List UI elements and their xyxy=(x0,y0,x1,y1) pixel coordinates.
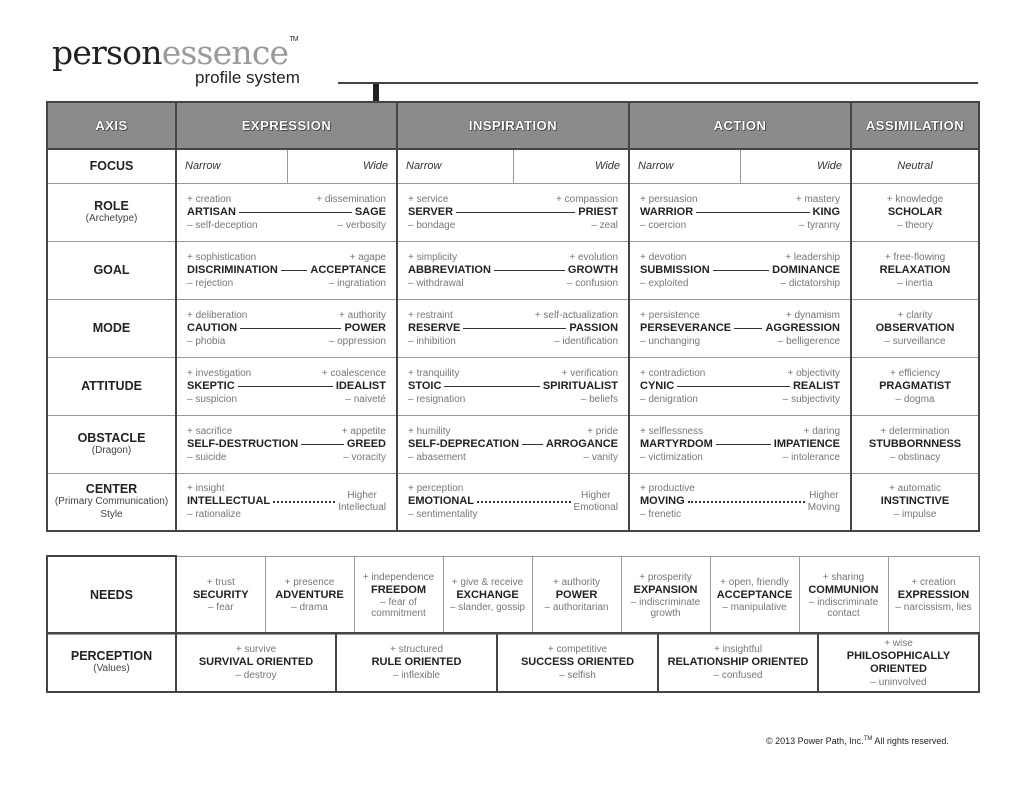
trait: MOVING xyxy=(640,495,685,508)
connector-line xyxy=(239,212,352,213)
axis-cell-expression xyxy=(176,299,397,357)
neg-left: – exploited xyxy=(640,277,689,289)
trait-left: ABBREVIATION xyxy=(408,263,491,276)
row-label-main: CENTER xyxy=(85,482,138,497)
perception-positive: + survive xyxy=(235,644,277,655)
trait: INSTINCTIVE xyxy=(880,495,950,508)
trait-right: PASSION xyxy=(569,321,619,334)
connector-line xyxy=(494,270,565,271)
header-inspiration: INSPIRATION xyxy=(397,102,629,149)
pos-left: + selflessness xyxy=(640,425,704,437)
higher-text: Higher xyxy=(581,489,611,501)
perception-cell xyxy=(818,633,979,692)
trait-left: DISCRIMINATION xyxy=(187,263,278,276)
perception-negative: – inflexible xyxy=(392,670,441,681)
neg-trait: – impulse xyxy=(893,509,937,521)
neg-left: – bondage xyxy=(408,219,456,231)
row-label xyxy=(47,357,176,415)
header-row xyxy=(47,102,979,149)
need-negative: – manipulative xyxy=(722,602,787,613)
perception-row xyxy=(47,633,979,692)
perception-name: RULE ORIENTED xyxy=(371,656,462,668)
pos-right: + authority xyxy=(339,309,386,321)
focus-exp-wide: Wide xyxy=(287,149,397,183)
connector-line xyxy=(734,328,762,329)
neg-right: – intolerance xyxy=(782,451,841,463)
header-expression: EXPRESSION xyxy=(176,102,397,149)
axis-cell-inspiration xyxy=(397,415,629,473)
axis-cell-assimilation xyxy=(851,299,979,357)
header-rule xyxy=(338,82,978,84)
row-label-sub: (Primary Communication) xyxy=(54,496,169,508)
pos-left: + persistence xyxy=(640,309,700,321)
trait-left: CAUTION xyxy=(187,321,238,334)
perception-cell xyxy=(176,633,336,692)
pos-left: + simplicity xyxy=(408,251,458,263)
need-negative: – narcissism, lies xyxy=(895,602,972,613)
focus-label xyxy=(47,149,176,183)
axis-cell-assimilation xyxy=(851,415,979,473)
neg-right: – beliefs xyxy=(580,393,619,405)
higher-center-label xyxy=(574,490,618,514)
trait-left: SELF-DEPRECATION xyxy=(408,437,520,450)
need-name: SECURITY xyxy=(192,589,249,601)
brand-name-dark: person xyxy=(52,33,162,72)
pos-left: + persuasion xyxy=(640,193,698,205)
pos-left: + deliberation xyxy=(187,309,248,321)
higher-center-text: Moving xyxy=(807,501,841,513)
need-positive: + prosperity xyxy=(639,571,692,583)
perception-positive: + structured xyxy=(389,644,444,655)
neg-left: – denigration xyxy=(640,393,698,405)
axis-cell-action xyxy=(629,241,851,299)
trait-left: CYNIC xyxy=(640,379,675,392)
trait-left: MARTYRDOM xyxy=(640,437,713,450)
pos-trait: + insight xyxy=(187,483,225,495)
perception-label-sub: (Values) xyxy=(93,663,130,675)
pos-trait: + free-flowing xyxy=(884,251,946,263)
trait-left: SUBMISSION xyxy=(640,263,710,276)
pos-right: + appetite xyxy=(341,425,386,437)
neg-trait: – surveillance xyxy=(884,335,946,347)
trait-right: IMPATIENCE xyxy=(773,437,841,450)
trait-left: PERSEVERANCE xyxy=(640,321,732,334)
pos-right: + dissemination xyxy=(316,193,386,205)
neg-right: – ingratiation xyxy=(328,277,386,289)
center-cell-assimilation xyxy=(851,473,979,531)
trait: EMOTIONAL xyxy=(408,495,474,508)
axis-cell-action xyxy=(629,183,851,241)
higher-center-label xyxy=(338,490,386,514)
trait-left: WARRIOR xyxy=(640,205,694,218)
need-cell xyxy=(176,556,265,634)
focus-label-text: FOCUS xyxy=(89,159,134,174)
brand-logo xyxy=(52,33,352,90)
need-name: EXPRESSION xyxy=(897,589,970,601)
need-name: ACCEPTANCE xyxy=(716,589,793,601)
trait: OBSERVATION xyxy=(875,321,955,334)
pos-right: + objectivity xyxy=(787,367,841,379)
row-label xyxy=(47,183,176,241)
perception-name: PHILOSOPHICALLY ORIENTED xyxy=(846,649,951,675)
pos-right: + compassion xyxy=(556,193,619,205)
neg-trait: – rationalize xyxy=(187,509,241,521)
perception-negative: – destroy xyxy=(235,670,277,681)
pos-left: + sacrifice xyxy=(187,425,233,437)
rights-text: All rights reserved. xyxy=(872,736,949,746)
axis-cell-assimilation xyxy=(851,183,979,241)
brand-subtitle: profile system xyxy=(195,68,300,87)
neg-left: – self-deception xyxy=(187,219,258,231)
pos-right: + evolution xyxy=(569,251,619,263)
row-label-sub: Style xyxy=(100,508,123,520)
pos-trait: + perception xyxy=(408,483,464,495)
focus-exp-narrow: Narrow xyxy=(176,149,287,183)
center-cell-expression xyxy=(176,473,397,531)
row-label-main: ROLE xyxy=(94,198,129,213)
perception-positive: + competitive xyxy=(547,644,608,655)
pos-right: + daring xyxy=(803,425,841,437)
perception-name: SUCCESS ORIENTED xyxy=(520,656,635,668)
perception-negative: – confused xyxy=(713,670,763,681)
need-positive: + creation xyxy=(911,577,956,588)
mode-row xyxy=(47,299,979,357)
perception-name: SURVIVAL ORIENTED xyxy=(198,656,314,668)
perception-name: RELATIONSHIP ORIENTED xyxy=(667,656,809,668)
row-label-main: ATTITUDE xyxy=(81,379,142,393)
connector-line xyxy=(716,444,771,445)
axis-cell-inspiration xyxy=(397,241,629,299)
neg-right: – voracity xyxy=(343,451,386,463)
needs-label xyxy=(47,556,176,634)
pos-left: + sophistication xyxy=(187,251,257,263)
axis-cell-assimilation xyxy=(851,241,979,299)
trait-right: SPIRITUALIST xyxy=(542,379,619,392)
higher-center-text: Intellectual xyxy=(338,501,386,513)
neg-left: – coercion xyxy=(640,219,687,231)
connector-line xyxy=(444,386,539,387)
neg-right: – vanity xyxy=(583,451,619,463)
connector-line xyxy=(281,270,308,271)
neg-trait: – inertia xyxy=(897,277,933,289)
need-name: ADVENTURE xyxy=(275,589,344,601)
perception-table xyxy=(46,632,980,693)
neg-right: – subjectivity xyxy=(782,393,841,405)
trait-right: REALIST xyxy=(792,379,841,392)
perception-label xyxy=(47,633,176,692)
pos-right: + coalescence xyxy=(321,367,386,379)
pos-trait: + efficiency xyxy=(889,367,941,379)
neg-left: – inhibition xyxy=(408,335,456,347)
connector-line xyxy=(238,386,333,387)
neg-left: – suspicion xyxy=(187,393,238,405)
focus-ins-narrow: Narrow xyxy=(397,149,513,183)
neg-right: – belligerence xyxy=(777,335,841,347)
perception-negative: – uninvolved xyxy=(870,676,927,688)
neg-right: – tyranny xyxy=(798,219,841,231)
dotted-connector xyxy=(688,501,805,503)
pos-left: + service xyxy=(408,193,449,205)
neg-right: – naiveté xyxy=(345,393,386,405)
axis-cell-expression xyxy=(176,183,397,241)
connector-line xyxy=(696,212,809,213)
trait-right: GROWTH xyxy=(567,263,619,276)
neg-trait: – obstinacy xyxy=(889,451,941,463)
row-label-sub: (Dragon) xyxy=(91,444,132,456)
trait: INTELLECTUAL xyxy=(187,495,271,508)
trait-right: GREED xyxy=(346,437,386,450)
trait: STUBBORNNESS xyxy=(868,437,962,450)
need-negative: – indiscriminate growth xyxy=(630,596,701,619)
header-action: ACTION xyxy=(629,102,851,149)
pos-left: + tranquility xyxy=(408,367,460,379)
trait: PRAGMATIST xyxy=(879,379,951,392)
need-cell xyxy=(443,556,532,634)
trait-right: DOMINANCE xyxy=(772,263,841,276)
higher-text: Higher xyxy=(809,489,839,501)
perception-cell xyxy=(497,633,658,692)
dotted-connector xyxy=(477,501,571,503)
trait-right: IDEALIST xyxy=(335,379,386,392)
need-negative: – authoritarian xyxy=(544,602,609,613)
perception-positive: + insightful xyxy=(713,644,763,655)
perception-cell xyxy=(336,633,497,692)
needs-row xyxy=(47,556,979,634)
pos-right: + verification xyxy=(561,367,619,379)
axis-cell-assimilation xyxy=(851,357,979,415)
need-positive: + independence xyxy=(362,571,435,583)
obstacle-row xyxy=(47,415,979,473)
need-name: POWER xyxy=(555,589,598,601)
need-cell xyxy=(354,556,443,634)
row-label-main: GOAL xyxy=(93,263,130,277)
trait-left: RESERVE xyxy=(408,321,461,334)
row-label xyxy=(47,415,176,473)
header-assimilation: ASSIMILATION xyxy=(851,102,979,149)
need-negative: – drama xyxy=(291,602,328,613)
need-name: EXCHANGE xyxy=(456,589,519,601)
pos-right: + dynamism xyxy=(785,309,841,321)
brand-name-light: essence xyxy=(161,33,289,72)
pos-left: + devotion xyxy=(640,251,687,263)
pos-right: + mastery xyxy=(795,193,841,205)
axis-cell-action xyxy=(629,357,851,415)
need-negative: – fear of commitment xyxy=(371,596,426,619)
pos-trait: + clarity xyxy=(897,309,933,321)
neg-right: – zeal xyxy=(591,219,619,231)
trait-right: ACCEPTANCE xyxy=(310,263,386,276)
neg-left: – phobia xyxy=(187,335,226,347)
pos-trait: + knowledge xyxy=(886,193,944,205)
connector-line xyxy=(677,386,790,387)
center-cell-action xyxy=(629,473,851,531)
pos-right: + leadership xyxy=(785,251,841,263)
need-name: EXPANSION xyxy=(633,583,698,596)
trait-right: PRIEST xyxy=(578,205,619,218)
row-label xyxy=(47,473,176,531)
focus-act-narrow: Narrow xyxy=(629,149,740,183)
need-positive: + sharing xyxy=(822,571,865,583)
focus-ins-wide: Wide xyxy=(513,149,629,183)
neg-left: – rejection xyxy=(187,277,234,289)
connector-line xyxy=(713,270,769,271)
neg-right: – identification xyxy=(554,335,619,347)
trait: SCHOLAR xyxy=(887,205,943,218)
needs-label-text: NEEDS xyxy=(89,588,134,603)
neg-trait: – frenetic xyxy=(640,509,682,521)
connector-line xyxy=(301,444,344,445)
profile-table xyxy=(46,101,980,532)
need-name: FREEDOM xyxy=(371,583,426,596)
goal-row xyxy=(47,241,979,299)
trademark-mark: TM xyxy=(863,736,873,742)
trait-right: ARROGANCE xyxy=(545,437,619,450)
needs-table xyxy=(46,555,980,635)
trait-left: SERVER xyxy=(408,205,454,218)
trait-left: SKEPTIC xyxy=(187,379,235,392)
connector-line xyxy=(456,212,575,213)
focus-asm-neutral: Neutral xyxy=(851,149,979,183)
perception-cell xyxy=(658,633,818,692)
axis-cell-inspiration xyxy=(397,357,629,415)
need-negative: – slander, gossip xyxy=(449,602,526,613)
need-negative: – fear xyxy=(207,602,234,613)
neg-right: – oppression xyxy=(328,335,386,347)
axis-cell-expression xyxy=(176,241,397,299)
neg-right: – verbosity xyxy=(337,219,386,231)
header-axis: AXIS xyxy=(47,102,176,149)
neg-trait: – sentimentality xyxy=(408,509,478,521)
brand-trademark: TM xyxy=(289,36,298,43)
higher-center-text: Emotional xyxy=(573,501,619,513)
pos-left: + investigation xyxy=(187,367,252,379)
perception-label-main: PERCEPTION xyxy=(70,649,153,664)
pos-right: + pride xyxy=(587,425,619,437)
connector-line xyxy=(240,328,341,329)
need-cell xyxy=(799,556,888,634)
need-cell xyxy=(621,556,710,634)
pos-trait: + determination xyxy=(880,425,950,437)
trait-left: STOIC xyxy=(408,379,442,392)
row-label-main: OBSTACLE xyxy=(77,430,146,445)
center-cell-inspiration xyxy=(397,473,629,531)
connector-line xyxy=(522,444,543,445)
pos-right: + agape xyxy=(349,251,386,263)
neg-left: – suicide xyxy=(187,451,227,463)
trait-right: AGGRESSION xyxy=(765,321,841,334)
perception-positive: + wise xyxy=(884,637,913,649)
need-negative: – indiscriminate contact xyxy=(808,596,879,619)
pos-left: + creation xyxy=(187,193,232,205)
axis-cell-action xyxy=(629,415,851,473)
axis-cell-action xyxy=(629,299,851,357)
row-label xyxy=(47,299,176,357)
pos-left: + contradiction xyxy=(640,367,706,379)
neg-left: – unchanging xyxy=(640,335,701,347)
neg-right: – confusion xyxy=(566,277,619,289)
center-row xyxy=(47,473,979,531)
need-cell xyxy=(710,556,799,634)
copyright-footer xyxy=(766,736,949,746)
pos-trait: + productive xyxy=(640,483,695,495)
need-cell xyxy=(265,556,354,634)
trait-right: POWER xyxy=(344,321,386,334)
need-positive: + give & receive xyxy=(451,577,524,588)
need-cell xyxy=(888,556,979,634)
row-label xyxy=(47,241,176,299)
axis-cell-inspiration xyxy=(397,183,629,241)
need-cell xyxy=(532,556,621,634)
connector-line xyxy=(463,328,566,329)
neg-trait: – dogma xyxy=(895,393,935,405)
need-positive: + authority xyxy=(553,577,600,588)
need-positive: + trust xyxy=(206,577,235,588)
neg-right: – dictatorship xyxy=(780,277,841,289)
axis-cell-expression xyxy=(176,357,397,415)
pos-trait: + automatic xyxy=(889,483,941,495)
brand-name xyxy=(52,33,298,72)
neg-left: – resignation xyxy=(408,393,466,405)
row-label-main: MODE xyxy=(92,321,131,335)
perception-negative: – selfish xyxy=(559,670,596,681)
dotted-connector xyxy=(273,501,335,503)
higher-center-label xyxy=(808,490,840,514)
neg-left: – abasement xyxy=(408,451,466,463)
axis-cell-expression xyxy=(176,415,397,473)
pos-left: + restraint xyxy=(408,309,453,321)
need-name: COMMUNION xyxy=(808,583,879,596)
focus-row xyxy=(47,149,979,183)
neg-left: – victimization xyxy=(640,451,703,463)
role-row xyxy=(47,183,979,241)
trait: RELAXATION xyxy=(879,263,951,276)
trait-right: SAGE xyxy=(354,205,386,218)
trait-left: SELF-DESTRUCTION xyxy=(187,437,299,450)
neg-left: – withdrawal xyxy=(408,277,464,289)
focus-act-wide: Wide xyxy=(740,149,851,183)
row-label-sub: (Archetype) xyxy=(85,212,138,224)
neg-trait: – theory xyxy=(896,219,934,231)
need-positive: + open, friendly xyxy=(720,577,789,588)
pos-right: + self-actualization xyxy=(534,309,619,321)
pos-left: + humility xyxy=(408,425,451,437)
trait-left: ARTISAN xyxy=(187,205,236,218)
copyright-text: © 2013 Power Path, Inc. xyxy=(766,736,864,746)
need-positive: + presence xyxy=(284,577,335,588)
attitude-row xyxy=(47,357,979,415)
higher-text: Higher xyxy=(347,489,377,501)
trait-right: KING xyxy=(812,205,841,218)
axis-cell-inspiration xyxy=(397,299,629,357)
